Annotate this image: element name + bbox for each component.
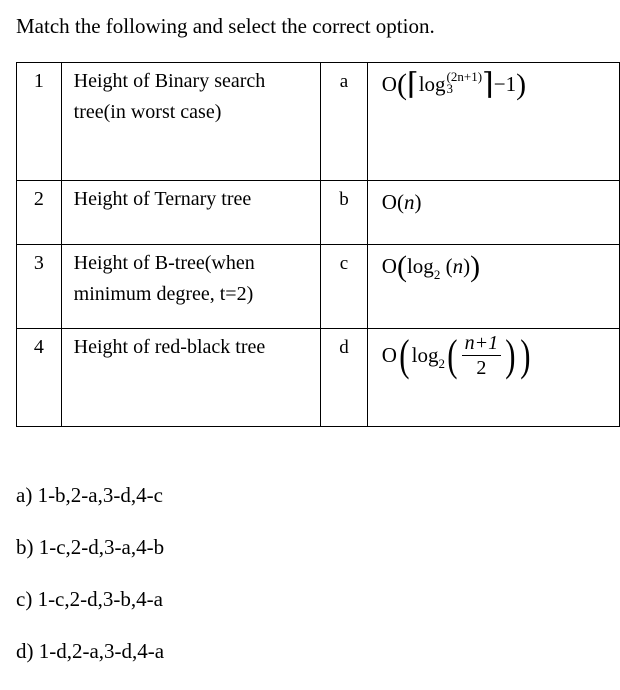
table-row [17,181,620,245]
table-row [17,63,620,181]
letter-cell [321,245,368,329]
option-a[interactable]: a) 1-b,2-a,3-d,4-c [16,483,163,507]
log-base: 2 [433,267,441,282]
row-letter: c [339,253,349,274]
log-text: log [418,72,446,96]
description-cell: Height of red-black tree [61,329,320,427]
log-text: log [411,343,439,367]
expression-cell [367,245,619,329]
expression-d [382,331,533,380]
table-row [17,245,620,329]
row-number-cell [17,181,62,245]
log-base: 3 [446,80,454,96]
expression-cell [367,63,619,181]
expr-arg: n [403,190,415,214]
right-ceil: ⌉ [482,67,494,101]
log-base: 2 [438,356,445,371]
option-b[interactable]: b) 1-c,2-d,3-a,4-b [16,535,165,559]
row-number: 3 [33,252,44,274]
right-paren: ) [516,67,527,101]
inner-right-paren: ) [463,254,471,278]
answer-options [16,482,164,690]
left-paren: ( [396,249,407,283]
log-text: log [406,254,434,278]
left-paren: ( [396,190,404,214]
big-o: O [381,343,397,367]
right-paren: ) [470,249,481,283]
fraction-denominator: 2 [476,357,487,379]
big-o: O [381,72,397,96]
right-paren: ) [519,330,531,380]
row-number: 2 [33,188,44,210]
row-number-cell [17,63,62,181]
expression-b [382,187,422,218]
letter-cell [321,181,368,245]
expr-arg: n [452,254,464,278]
big-o: O [381,190,397,214]
expression-cell [367,181,619,245]
expression-a [382,69,526,100]
minus-one: −1 [493,72,517,96]
description-cell: Height of B-tree(when minimum degree, t=2) [61,245,320,329]
row-letter: b [339,189,349,210]
expression-cell [367,329,619,427]
row-letter: a [339,71,349,92]
option-c[interactable]: c) 1-c,2-d,3-b,4-a [16,587,163,611]
row-number-cell [17,245,62,329]
big-o: O [381,254,397,278]
left-ceil: ⌈ [406,67,419,101]
table-row [17,329,620,427]
row-number: 4 [33,336,44,358]
description-cell: Height of Binary search tree(in worst case) [61,63,320,181]
expression-c [382,251,480,282]
left-paren: ( [396,67,407,101]
row-number-cell [17,329,62,427]
inner-left-paren: ( [440,254,453,278]
log-sup-sub [446,68,483,96]
log-power: (2n+1) [446,68,483,84]
row-number: 1 [33,70,44,92]
letter-cell [321,329,368,427]
fraction [462,331,502,380]
question-text: Match the following and select the correct option. [16,14,435,38]
row-letter: d [339,337,349,358]
inner-left-paren: ( [447,330,458,380]
right-paren: ) [414,190,422,214]
option-d[interactable]: d) 1-d,2-a,3-d,4-a [16,639,165,663]
left-paren: ( [399,330,410,380]
description-cell: Height of Ternary tree [61,181,320,245]
fraction-numerator: n+1 [464,332,499,354]
inner-right-paren: ) [505,330,516,380]
match-table [16,62,620,427]
letter-cell [321,63,368,181]
